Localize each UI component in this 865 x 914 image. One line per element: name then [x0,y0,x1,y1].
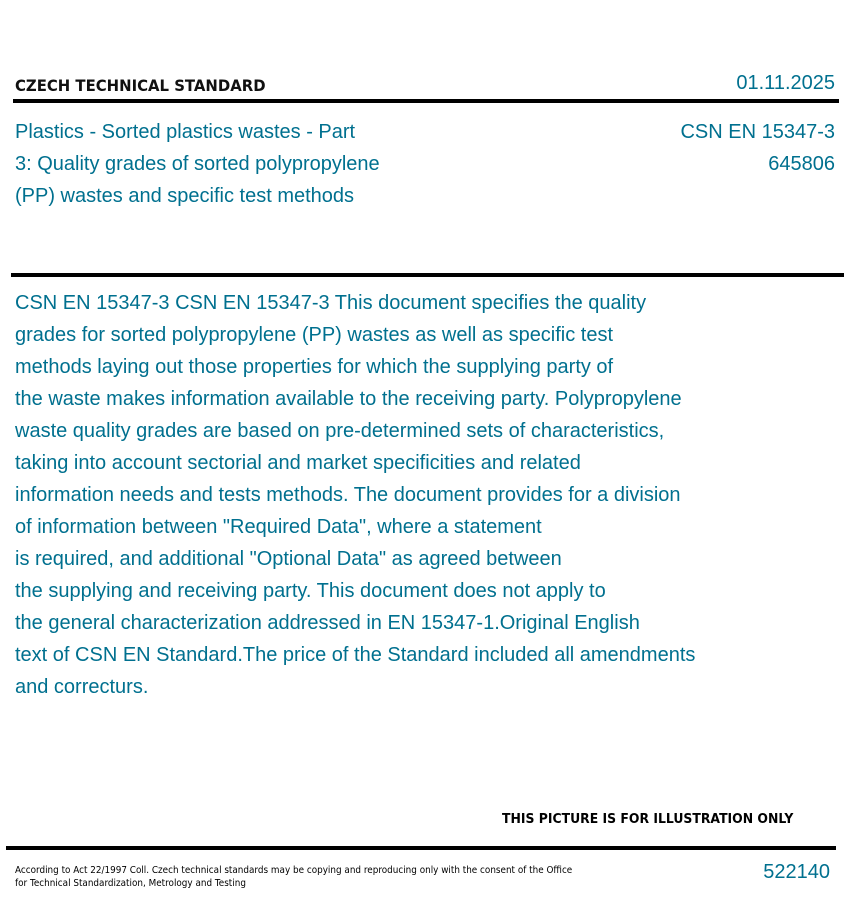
abstract-text: CSN EN 15347-3 CSN EN 15347-3 This document specifies the quality grades for sorted polypropylene (PP) wastes as well as specific test methods laying out those properties for which the supplying party of the waste makes information available to the receiving party. Polypropylene waste quality grades are based on pre-determined sets of characteristics, taking into account sectorial and market specificities and related information needs and tests methods. The document provides for a division of information between "Required Data", where a statement is required, and additional "Optional Data" as agreed between the supplying and receiving party. This document does not apply to the general characterization addressed in EN 15347-1.Original English text of CSN EN Standard.The price of the Standard included all amendments and correcturs. [15,292,696,698]
standard-number-block [680,116,835,180]
standard-type-label: CZECH TECHNICAL STANDARD [15,76,266,95]
bottom-divider [6,846,836,850]
illustration-note: THIS PICTURE IS FOR ILLUSTRATION ONLY [502,811,794,827]
catalog-number: 645806 [768,153,835,175]
middle-divider [11,273,844,277]
document-code: 522140 [763,861,830,883]
standard-title: Plastics - Sorted plastics wastes - Part 3: Quality grades of sorted polypropylene (PP) wastes and specific test methods [15,121,380,207]
legal-notice: According to Act 22/1997 Coll. Czech technical standards may be copying and reproducing only with the consent of the Office for Technical Standardization, Metrology and Testing [15,865,573,889]
top-divider [13,99,839,103]
standard-number: CSN EN 15347-3 [680,121,835,143]
issue-date: 01.11.2025 [736,72,835,94]
